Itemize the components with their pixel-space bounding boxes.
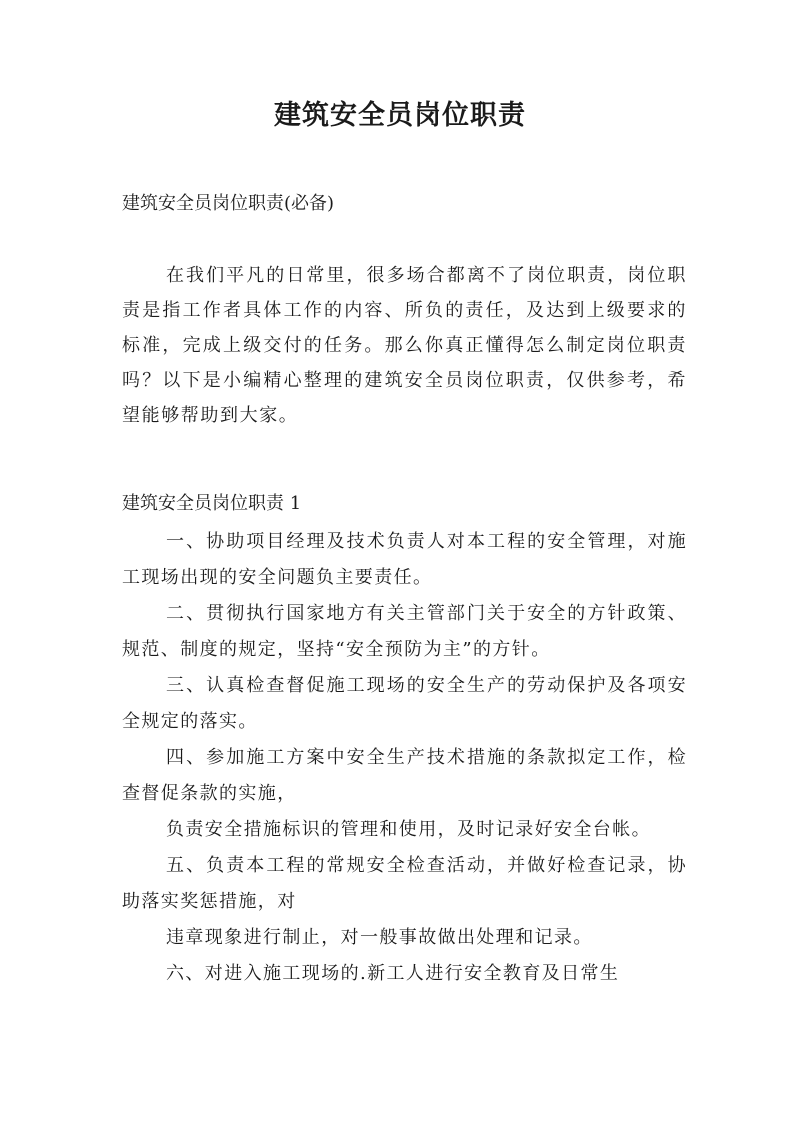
duty-item-4: 四、参加施工方案中安全生产技术措施的条款拟定工作，检查督促条款的实施， xyxy=(122,747,687,804)
document-title: 建筑安全员岗位职责 xyxy=(274,100,526,131)
duty-item-6: 六、对进入施工现场的.新工人进行安全教育及日常生 xyxy=(166,963,620,984)
document-subtitle: 建筑安全员岗位职责(必备) xyxy=(122,193,335,214)
duty-item-4-continued: 负责安全措施标识的管理和使用，及时记录好安全台帐。 xyxy=(166,819,651,840)
intro-paragraph: 在我们平凡的日常里，很多场合都离不了岗位职责，岗位职责是指工作者具体工作的内容、所负的责任，及达到上级要求的标准，完成上级交付的任务。那么你真正懂得怎么制定岗位职责吗？以下是小编精心整理的建筑安全员岗位职责，仅供参考，希望能够帮助到大家。 xyxy=(122,265,687,426)
duty-item-2: 二、贯彻执行国家地方有关主管部门关于安全的方针政策、规范、制度的规定，坚持“安全预防为主”的方针。 xyxy=(122,603,687,660)
duty-list xyxy=(122,524,687,992)
duty-item-1: 一、协助项目经理及技术负责人对本工程的安全管理，对施工现场出现的安全问题负主要责任。 xyxy=(122,531,687,588)
section-heading: 建筑安全员岗位职责 1 xyxy=(122,493,302,514)
duty-item-5-continued: 违章现象进行制止，对一般事故做出处理和记录。 xyxy=(166,927,593,948)
duty-item-3: 三、认真检查督促施工现场的安全生产的劳动保护及各项安全规定的落实。 xyxy=(122,675,687,732)
duty-item-5: 五、负责本工程的常规安全检查活动，并做好检查记录，协助落实奖惩措施，对 xyxy=(122,855,687,912)
